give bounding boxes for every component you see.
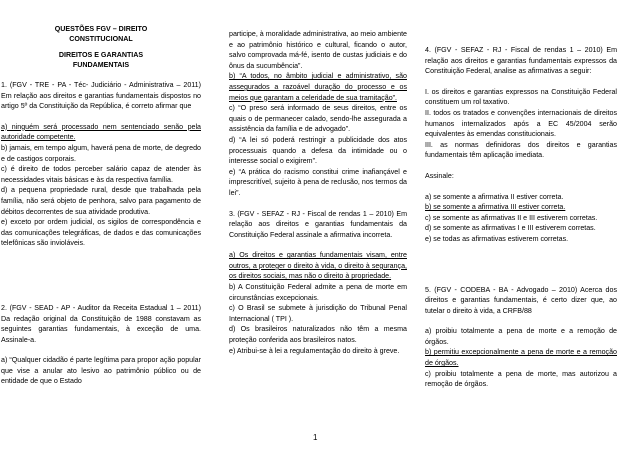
page-number: 1 — [313, 433, 318, 442]
column-middle — [229, 29, 407, 356]
question-3-option-e: e) Atribui-se à lei a regulamentação do direito à greve. — [229, 346, 400, 355]
question-4-option-b: b) se somente a afirmativa III estiver correta. — [425, 203, 566, 212]
question-2-option-a: a) “Qualquer cidadão é parte legítima para propor ação popular que vise a anular ato lesivo ao patrimônio público ou de entidade de que o Estado — [1, 356, 201, 386]
title-line-3: DIREITOS E GARANTIAS — [58, 51, 144, 59]
question-1-option-c: c) é direito de todos perceber salário capaz de atender às necessidades vitais básicas e às da respectiva família. — [1, 165, 201, 184]
question-1-stem: 1. (FGV - TRE - PA - Téc- Judiciário - Administrativa – 2011) Em relação aos direitos e garantias fundamentais dispostos no artigo 5º da Constituição da República, é correto afirmar que — [1, 81, 201, 111]
question-2-option-c: c) “O preso será informado de seus direitos, entre os quais o de permanecer calado, sendo-lhe assegurada a assistência da família e de advogado”. — [229, 104, 407, 134]
question-2-option-e: e) “A prática do racismo constitui crime inafiançável e imprescritível, sujeito à pena de reclusão, nos termos da lei”. — [229, 167, 407, 197]
question-4-statement-i: I. os direitos e garantias expressos na Constituição Federal constituem um rol taxativo. — [425, 87, 617, 107]
question-4-option-c: c) se somente as afirmativas II e III estiverem corretas. — [425, 213, 598, 222]
title-line-2: CONSTITUCIONAL — [69, 35, 133, 43]
question-4-option-e: e) se todas as afirmativas estiverem corretas. — [425, 234, 569, 243]
question-1-option-d: d) a pequena propriedade rural, desde que trabalhada pela família, não será objeto de penhora, salvo para pagamento de débitos decorrentes de sua atividade produtiva. — [1, 186, 201, 216]
question-3-stem: 3. (FGV - SEFAZ - RJ - Fiscal de rendas 1 – 2010) Em relação aos direitos e garantias fundamentais da Constituição Federal assinale a afirmativa incorreta. — [229, 209, 407, 239]
column-right — [425, 45, 617, 390]
question-4-statement-ii: II. todos os tratados e convenções internacionais de direitos humanos internalizados após a EC 45/2004 serão equivalentes às emendas constitucionais. — [425, 108, 617, 139]
question-3-option-c: c) O Brasil se submete à jurisdição do Tribunal Penal Internacional ( TPI ). — [229, 304, 407, 323]
question-1-option-a: a) ninguém será processado nem sentenciado senão pela autoridade competente. — [1, 122, 201, 142]
question-4-statement-iii: III. as normas definidoras dos direitos e garantias fundamentais têm aplicação imediata. — [425, 140, 617, 160]
question-1-option-b: b) jamais, em tempo algum, haverá pena de morte, de degredo e de castigos corporais. — [1, 143, 201, 163]
question-4-stem: 4. (FGV - SEFAZ - RJ - Fiscal de rendas 1 – 2010) Em relação aos direitos e garantias fundamentais expressos da Constituição Federal, analise as afirmativas a seguir: — [425, 46, 617, 76]
question-5-stem: 5. (FGV - CODEBA - BA - Advogado – 2010) Acerca dos direitos e garantias fundamentais, é certo dizer que, ao tutelar o direito à vida, a CRFB/88 — [425, 285, 617, 315]
question-3-option-b: b) A Constituição Federal admite a pena de morte em circunstâncias excepcionais. — [229, 283, 407, 302]
question-2-option-d: d) “A lei só poderá restringir a publicidade dos atos processuais quando a defesa da intimidade ou o interesse social o exigirem”. — [229, 135, 407, 166]
question-5-option-a: a) proibiu totalmente a pena de morte e a remoção de órgãos. — [425, 327, 617, 346]
column-left — [1, 24, 201, 387]
question-3-option-d: d) Os brasileiros naturalizados não têm a mesma proteção conferida aos brasileiros natos. — [229, 325, 407, 345]
question-5-option-c: c) proibiu totalmente a pena de morte, mas autorizou a remoção de órgãos. — [425, 369, 617, 389]
question-4-instruction: Assinale: — [425, 171, 454, 180]
question-2-option-b: b) “A todos, no âmbito judicial e administrativo, são assegurados a razoável duração do processo e os meios que garantam a celeridade de sua tramitação”. — [229, 72, 407, 102]
question-3-option-a: a) Os direitos e garantias fundamentais visam, entre outros, a proteger o direito à vida, o direito à segurança, os direitos sociais, mas não o direito à propriedade. — [229, 251, 407, 281]
question-2-option-a-continued: participe, à moralidade administrativa, ao meio ambiente e ao patrimônio histórico e cultural, ficando o autor, salvo comprovada má-fé, isento de custas judiciais e do ônus da sucumbência”. — [229, 30, 407, 70]
question-2-stem: 2. (FGV - SEAD - AP - Auditor da Receita Estadual 1 – 2011) Da redação original da Constituição de 1988 constavam as seguintes garantias fundamentais, à exceção de uma. Assinale-a. — [1, 303, 201, 344]
title-line-1: QUESTÕES FGV – DIREITO — [54, 25, 148, 33]
question-4-option-d: d) se somente as afirmativas I e III estiverem corretas. — [425, 224, 596, 233]
question-5-option-b: b) permitiu excepcionalmente a pena de morte e a remoção de órgãos. — [425, 348, 617, 368]
question-4-option-a: a) se somente a afirmativa II estiver correta. — [425, 192, 564, 201]
question-1-option-e: e) exceto por ordem judicial, os sigilos de correspondência e das comunicações telegráficas, de dados e das comunicações telefônicas são invioláveis. — [1, 218, 201, 248]
title-line-4: FUNDAMENTAIS — [72, 61, 130, 69]
